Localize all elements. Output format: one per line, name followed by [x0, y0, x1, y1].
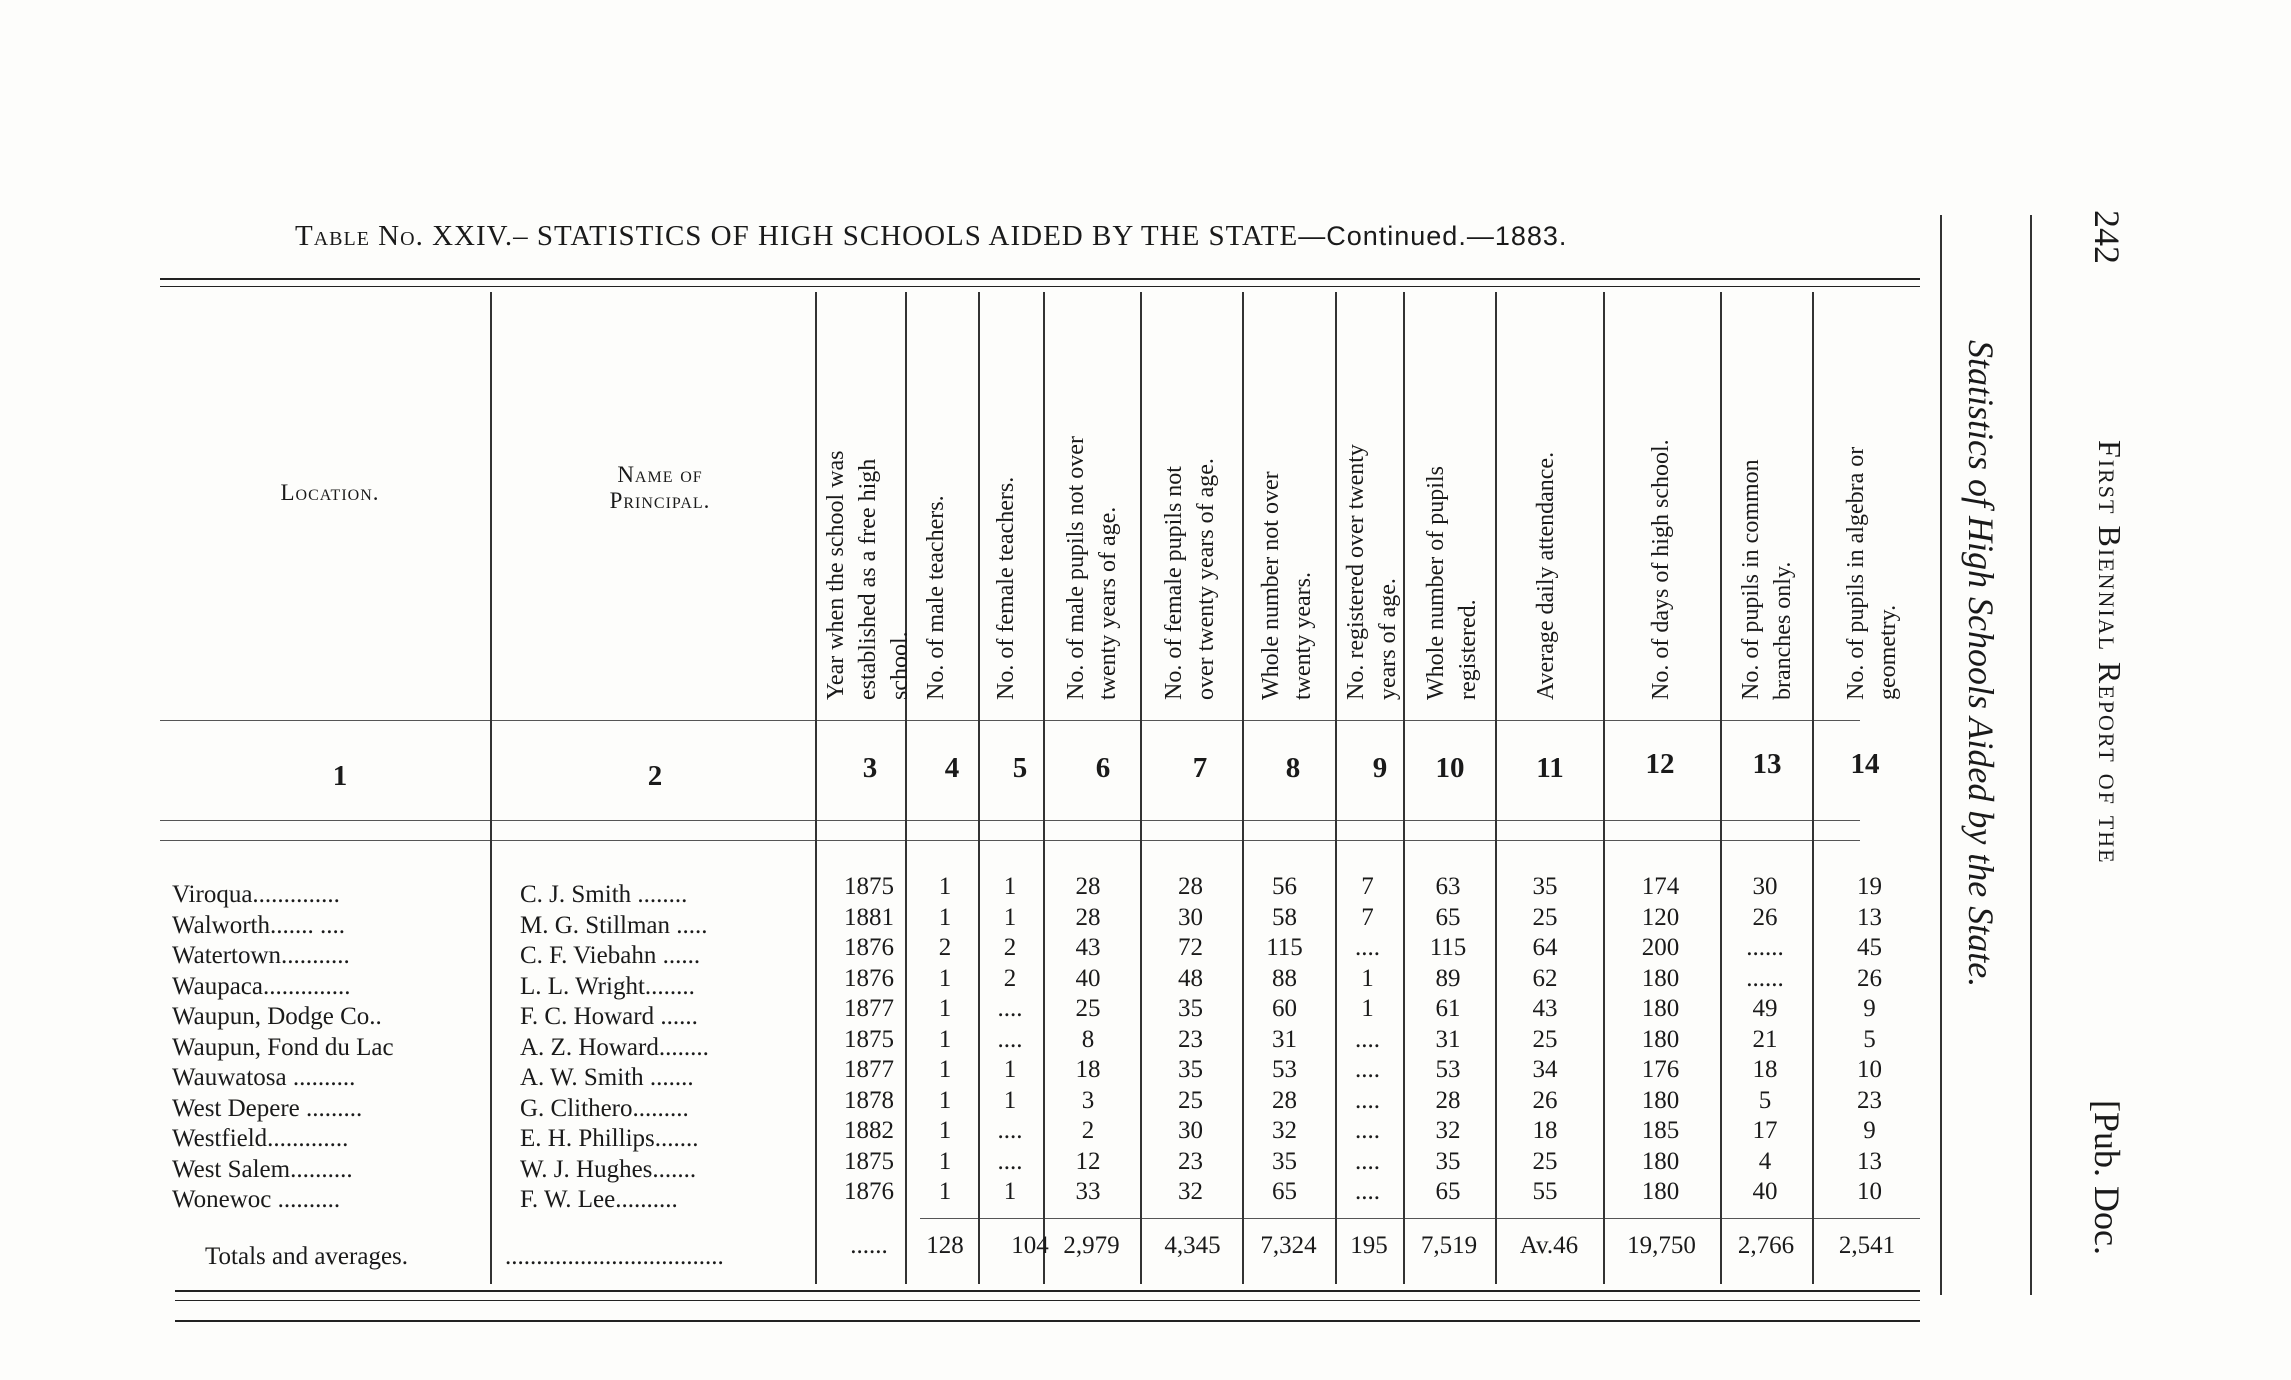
- row-cell-c12: 180: [1641, 1148, 1680, 1175]
- header-whole-not-over-twenty: Whole number not over twenty years.: [1258, 471, 1316, 700]
- col-number-12: 12: [1645, 748, 1675, 780]
- row-cell-c5: ....: [997, 1026, 1023, 1053]
- row-location: Wonewoc ..........: [172, 1186, 341, 1213]
- row-principal: C. J. Smith ........: [520, 881, 688, 908]
- row-cell-c4: 1: [938, 873, 952, 900]
- row-cell-c11: 62: [1532, 965, 1558, 992]
- totals-c8: 7,324: [1260, 1232, 1317, 1259]
- row-cell-c12: 180: [1641, 1026, 1680, 1053]
- row-cell-c5: 1: [1003, 904, 1017, 931]
- section-title-vertical: Statistics of High Schools Aided by the State.: [1961, 340, 2001, 988]
- row-cell-c10: 63: [1435, 873, 1461, 900]
- row-cell-c7: 23: [1178, 1148, 1203, 1175]
- row-cell-c9: 1: [1361, 995, 1374, 1022]
- row-cell-c8: 88: [1272, 965, 1297, 992]
- row-cell-c9: ....: [1355, 1056, 1380, 1083]
- row-cell-c8: 115: [1266, 934, 1303, 961]
- running-head: First Biennial Report of the: [2092, 440, 2128, 865]
- row-cell-c3: 1878: [844, 1087, 894, 1114]
- row-cell-c5: 2: [1003, 965, 1017, 992]
- row-cell-c6: 28: [1075, 873, 1101, 900]
- row-cell-c13: 21: [1752, 1026, 1778, 1053]
- row-cell-c13: 17: [1752, 1117, 1778, 1144]
- row-cell-c11: 35: [1532, 873, 1558, 900]
- row-cell-c13: 18: [1752, 1056, 1778, 1083]
- row-cell-c3: 1876: [844, 934, 894, 961]
- row-cell-c6: 2: [1081, 1117, 1095, 1144]
- row-location: Waupaca..............: [172, 973, 351, 1000]
- row-principal: W. J. Hughes.......: [520, 1156, 697, 1183]
- row-principal: F. C. Howard ......: [520, 1003, 698, 1030]
- row-cell-c8: 53: [1272, 1056, 1297, 1083]
- row-cell-c4: 1: [938, 904, 952, 931]
- row-cell-c9: ....: [1355, 1026, 1380, 1053]
- page-number: 242: [2087, 210, 2127, 264]
- col-number-10: 10: [1435, 752, 1465, 784]
- row-location: West Depere .........: [172, 1095, 363, 1122]
- row-location: Westfield.............: [172, 1125, 349, 1152]
- row-cell-c5: 1: [1003, 1178, 1017, 1205]
- number-divider-2: [160, 840, 1860, 841]
- row-principal: C. F. Viebahn ......: [520, 942, 701, 969]
- row-cell-c14: 10: [1857, 1056, 1882, 1083]
- row-cell-c13: 5: [1758, 1087, 1772, 1114]
- row-cell-c12: 180: [1641, 1178, 1680, 1205]
- row-principal: F. W. Lee..........: [520, 1186, 678, 1213]
- row-cell-c4: 1: [938, 1056, 952, 1083]
- row-cell-c8: 60: [1272, 995, 1297, 1022]
- row-cell-c12: 185: [1641, 1117, 1680, 1144]
- col-number-9: 9: [1372, 752, 1388, 784]
- row-location: Walworth....... ....: [172, 912, 345, 939]
- row-cell-c10: 65: [1435, 904, 1461, 931]
- header-female-teachers: No. of female teachers.: [993, 476, 1019, 700]
- row-cell-c14: 26: [1857, 965, 1882, 992]
- row-principal: L. L. Wright........: [520, 973, 695, 1000]
- row-cell-c10: 65: [1435, 1178, 1461, 1205]
- totals-c5: 104: [1011, 1232, 1049, 1259]
- outer-right-rule: [2030, 215, 2032, 1295]
- row-principal: A. Z. Howard........: [520, 1034, 709, 1061]
- row-cell-c13: 30: [1752, 873, 1778, 900]
- row-location: Waupun, Fond du Lac: [172, 1034, 394, 1061]
- row-cell-c6: 3: [1081, 1087, 1095, 1114]
- row-cell-c9: ....: [1355, 1117, 1380, 1144]
- row-location: Watertown...........: [172, 942, 350, 969]
- row-cell-c14: 45: [1857, 934, 1882, 961]
- row-cell-c12: 200: [1641, 934, 1680, 961]
- table-title-continued: —Continued.—1883.: [1298, 221, 1568, 251]
- row-location: Viroqua..............: [172, 881, 340, 908]
- row-cell-c5: 1: [1003, 1087, 1017, 1114]
- col-number-11: 11: [1536, 752, 1564, 784]
- row-cell-c5: 1: [1003, 1056, 1017, 1083]
- row-cell-c9: ....: [1355, 1087, 1380, 1114]
- row-cell-c6: 33: [1075, 1178, 1101, 1205]
- totals-c3: ......: [850, 1232, 888, 1259]
- row-cell-c4: 1: [938, 995, 952, 1022]
- row-cell-c3: 1877: [844, 1056, 894, 1083]
- row-cell-c6: 8: [1081, 1026, 1095, 1053]
- row-cell-c5: ....: [997, 1117, 1023, 1144]
- bottom-rule-3: [175, 1320, 1920, 1322]
- header-average-attendance: Average daily attendance.: [1533, 451, 1559, 700]
- row-location: Wauwatosa ..........: [172, 1064, 356, 1091]
- row-cell-c7: 32: [1178, 1178, 1203, 1205]
- row-cell-c5: 2: [1003, 934, 1017, 961]
- col-number-3: 3: [862, 752, 878, 784]
- row-cell-c3: 1882: [844, 1117, 894, 1144]
- totals-c10: 7,519: [1420, 1232, 1478, 1259]
- row-cell-c8: 65: [1272, 1178, 1297, 1205]
- row-cell-c3: 1875: [844, 873, 894, 900]
- row-cell-c14: 13: [1857, 1148, 1882, 1175]
- row-cell-c7: 35: [1178, 995, 1203, 1022]
- row-cell-c11: 34: [1532, 1056, 1558, 1083]
- row-cell-c12: 176: [1641, 1056, 1680, 1083]
- row-cell-c8: 56: [1272, 873, 1297, 900]
- header-algebra-geometry: No. of pupils in algebra or geometry.: [1843, 446, 1901, 700]
- row-cell-c14: 5: [1863, 1026, 1876, 1053]
- totals-c4: 128: [926, 1232, 964, 1259]
- row-cell-c3: 1877: [844, 995, 894, 1022]
- bottom-double-rule-2: [175, 1300, 1920, 1301]
- col-number-5: 5: [1012, 752, 1028, 784]
- col-number-8: 8: [1285, 752, 1301, 784]
- header-location: Location.: [280, 480, 380, 505]
- row-cell-c13: ......: [1746, 965, 1784, 992]
- row-cell-c14: 13: [1857, 904, 1882, 931]
- pub-doc-label: [Pub. Doc.: [2087, 1100, 2127, 1255]
- row-cell-c9: ....: [1355, 934, 1380, 961]
- row-cell-c10: 89: [1435, 965, 1461, 992]
- row-principal: E. H. Phillips.......: [520, 1125, 699, 1152]
- header-female-pupils: No. of female pupils not over twenty years of age.: [1161, 458, 1219, 700]
- table-title: [295, 220, 1567, 253]
- row-cell-c3: 1875: [844, 1026, 894, 1053]
- col-rule-2: [815, 292, 817, 1284]
- col-number-4: 4: [944, 752, 960, 784]
- header-days-of-school: No. of days of high school.: [1648, 439, 1674, 700]
- row-cell-c7: 23: [1178, 1026, 1203, 1053]
- col-number-6: 6: [1095, 752, 1111, 784]
- row-cell-c6: 25: [1075, 995, 1101, 1022]
- header-year-established: Year when the school was established as a free high school.: [823, 450, 913, 700]
- row-cell-c3: 1875: [844, 1148, 894, 1175]
- row-cell-c13: 4: [1758, 1148, 1772, 1175]
- row-cell-c6: 18: [1075, 1056, 1101, 1083]
- header-principal: Name of Principal.: [609, 462, 711, 513]
- row-cell-c12: 180: [1641, 995, 1680, 1022]
- row-cell-c6: 12: [1075, 1148, 1101, 1175]
- col-number-7: 7: [1192, 752, 1208, 784]
- table-number: Table No. XXIV.: [295, 220, 514, 252]
- row-cell-c9: 7: [1361, 904, 1374, 931]
- col-number-1: 1: [332, 760, 348, 792]
- totals-principal-leader: ...................................: [505, 1243, 724, 1270]
- row-cell-c12: 180: [1641, 1087, 1680, 1114]
- row-cell-c4: 1: [938, 1026, 952, 1053]
- row-cell-c7: 35: [1178, 1056, 1203, 1083]
- number-divider-1: [160, 820, 1860, 821]
- col-rule-1: [490, 292, 492, 1284]
- top-double-rule-2: [160, 286, 1920, 287]
- totals-rule: [920, 1218, 1920, 1219]
- totals-c6: 2,979: [1063, 1232, 1120, 1259]
- row-cell-c7: 25: [1178, 1087, 1203, 1114]
- totals-c9: 195: [1350, 1232, 1388, 1259]
- row-principal: M. G. Stillman .....: [520, 912, 708, 939]
- row-cell-c9: 7: [1361, 873, 1374, 900]
- row-cell-c3: 1876: [844, 1178, 894, 1205]
- row-cell-c4: 1: [938, 1117, 952, 1144]
- row-cell-c8: 28: [1272, 1087, 1297, 1114]
- row-cell-c14: 9: [1863, 1117, 1876, 1144]
- row-cell-c4: 1: [938, 1087, 952, 1114]
- row-cell-c4: 1: [938, 965, 952, 992]
- row-cell-c11: 64: [1532, 934, 1558, 961]
- row-cell-c6: 40: [1075, 965, 1101, 992]
- row-cell-c13: 49: [1752, 995, 1778, 1022]
- row-cell-c11: 55: [1532, 1178, 1558, 1205]
- top-double-rule-1: [160, 278, 1920, 280]
- row-principal: A. W. Smith .......: [520, 1064, 694, 1091]
- row-cell-c5: 1: [1003, 873, 1017, 900]
- row-cell-c7: 30: [1178, 1117, 1203, 1144]
- col-number-2: 2: [647, 760, 663, 792]
- header-whole-registered: Whole number of pupils registered.: [1423, 466, 1481, 700]
- row-cell-c11: 18: [1532, 1117, 1558, 1144]
- row-cell-c4: 1: [938, 1148, 952, 1175]
- row-cell-c4: 2: [938, 934, 952, 961]
- totals-c11: Av.46: [1519, 1232, 1579, 1259]
- row-cell-c9: ....: [1355, 1178, 1380, 1205]
- row-cell-c3: 1876: [844, 965, 894, 992]
- row-cell-c12: 180: [1641, 965, 1680, 992]
- row-cell-c11: 26: [1532, 1087, 1558, 1114]
- row-cell-c10: 28: [1435, 1087, 1461, 1114]
- row-cell-c11: 25: [1532, 1148, 1558, 1175]
- header-male-teachers: No. of male teachers.: [923, 495, 949, 700]
- header-over-twenty: No. registered over twenty years of age.: [1343, 444, 1401, 700]
- row-cell-c7: 72: [1178, 934, 1203, 961]
- row-cell-c10: 31: [1435, 1026, 1461, 1053]
- row-cell-c5: ....: [997, 995, 1023, 1022]
- row-cell-c8: 35: [1272, 1148, 1297, 1175]
- row-cell-c13: ......: [1746, 934, 1784, 961]
- row-cell-c7: 30: [1178, 904, 1203, 931]
- row-cell-c11: 43: [1532, 995, 1558, 1022]
- col-rule-6: [1140, 292, 1142, 1284]
- row-location: West Salem..........: [172, 1156, 353, 1183]
- row-cell-c7: 28: [1178, 873, 1203, 900]
- row-cell-c13: 26: [1752, 904, 1778, 931]
- row-cell-c10: 35: [1435, 1148, 1461, 1175]
- row-cell-c8: 32: [1272, 1117, 1297, 1144]
- row-cell-c3: 1881: [844, 904, 894, 931]
- right-border-rule: [1940, 215, 1942, 1295]
- totals-c7: 4,345: [1164, 1232, 1221, 1259]
- row-cell-c10: 32: [1435, 1117, 1461, 1144]
- col-number-13: 13: [1752, 748, 1782, 780]
- header-common-branches: No. of pupils in common branches only.: [1738, 459, 1796, 700]
- row-cell-c8: 58: [1272, 904, 1297, 931]
- row-cell-c5: ....: [997, 1148, 1023, 1175]
- row-cell-c14: 10: [1857, 1178, 1882, 1205]
- row-cell-c13: 40: [1752, 1178, 1778, 1205]
- row-cell-c11: 25: [1532, 1026, 1558, 1053]
- row-cell-c12: 174: [1641, 873, 1680, 900]
- row-cell-c6: 28: [1075, 904, 1101, 931]
- row-cell-c10: 53: [1435, 1056, 1461, 1083]
- row-cell-c14: 19: [1857, 873, 1882, 900]
- row-cell-c10: 115: [1429, 934, 1467, 961]
- table-title-main: – STATISTICS OF HIGH SCHOOLS AIDED BY THE STATE: [513, 220, 1299, 252]
- totals-c13: 2,766: [1737, 1232, 1795, 1259]
- row-cell-c9: 1: [1361, 965, 1374, 992]
- totals-c14: 2,541: [1838, 1232, 1896, 1259]
- totals-label: Totals and averages.: [205, 1243, 409, 1270]
- row-cell-c9: ....: [1355, 1148, 1380, 1175]
- header-divider: [160, 720, 1860, 721]
- row-principal: G. Clithero.........: [520, 1095, 689, 1122]
- bottom-double-rule-1: [175, 1290, 1920, 1292]
- row-cell-c14: 9: [1863, 995, 1876, 1022]
- row-cell-c6: 43: [1075, 934, 1101, 961]
- totals-c12: 19,750: [1627, 1232, 1696, 1259]
- row-location: Waupun, Dodge Co..: [172, 1003, 382, 1030]
- row-cell-c7: 48: [1178, 965, 1203, 992]
- row-cell-c12: 120: [1641, 904, 1680, 931]
- header-male-pupils: No. of male pupils not over twenty years of age.: [1063, 436, 1121, 700]
- row-cell-c11: 25: [1532, 904, 1558, 931]
- col-number-14: 14: [1850, 748, 1880, 780]
- row-cell-c14: 23: [1857, 1087, 1882, 1114]
- row-cell-c10: 61: [1435, 995, 1461, 1022]
- row-cell-c8: 31: [1272, 1026, 1297, 1053]
- row-cell-c4: 1: [938, 1178, 952, 1205]
